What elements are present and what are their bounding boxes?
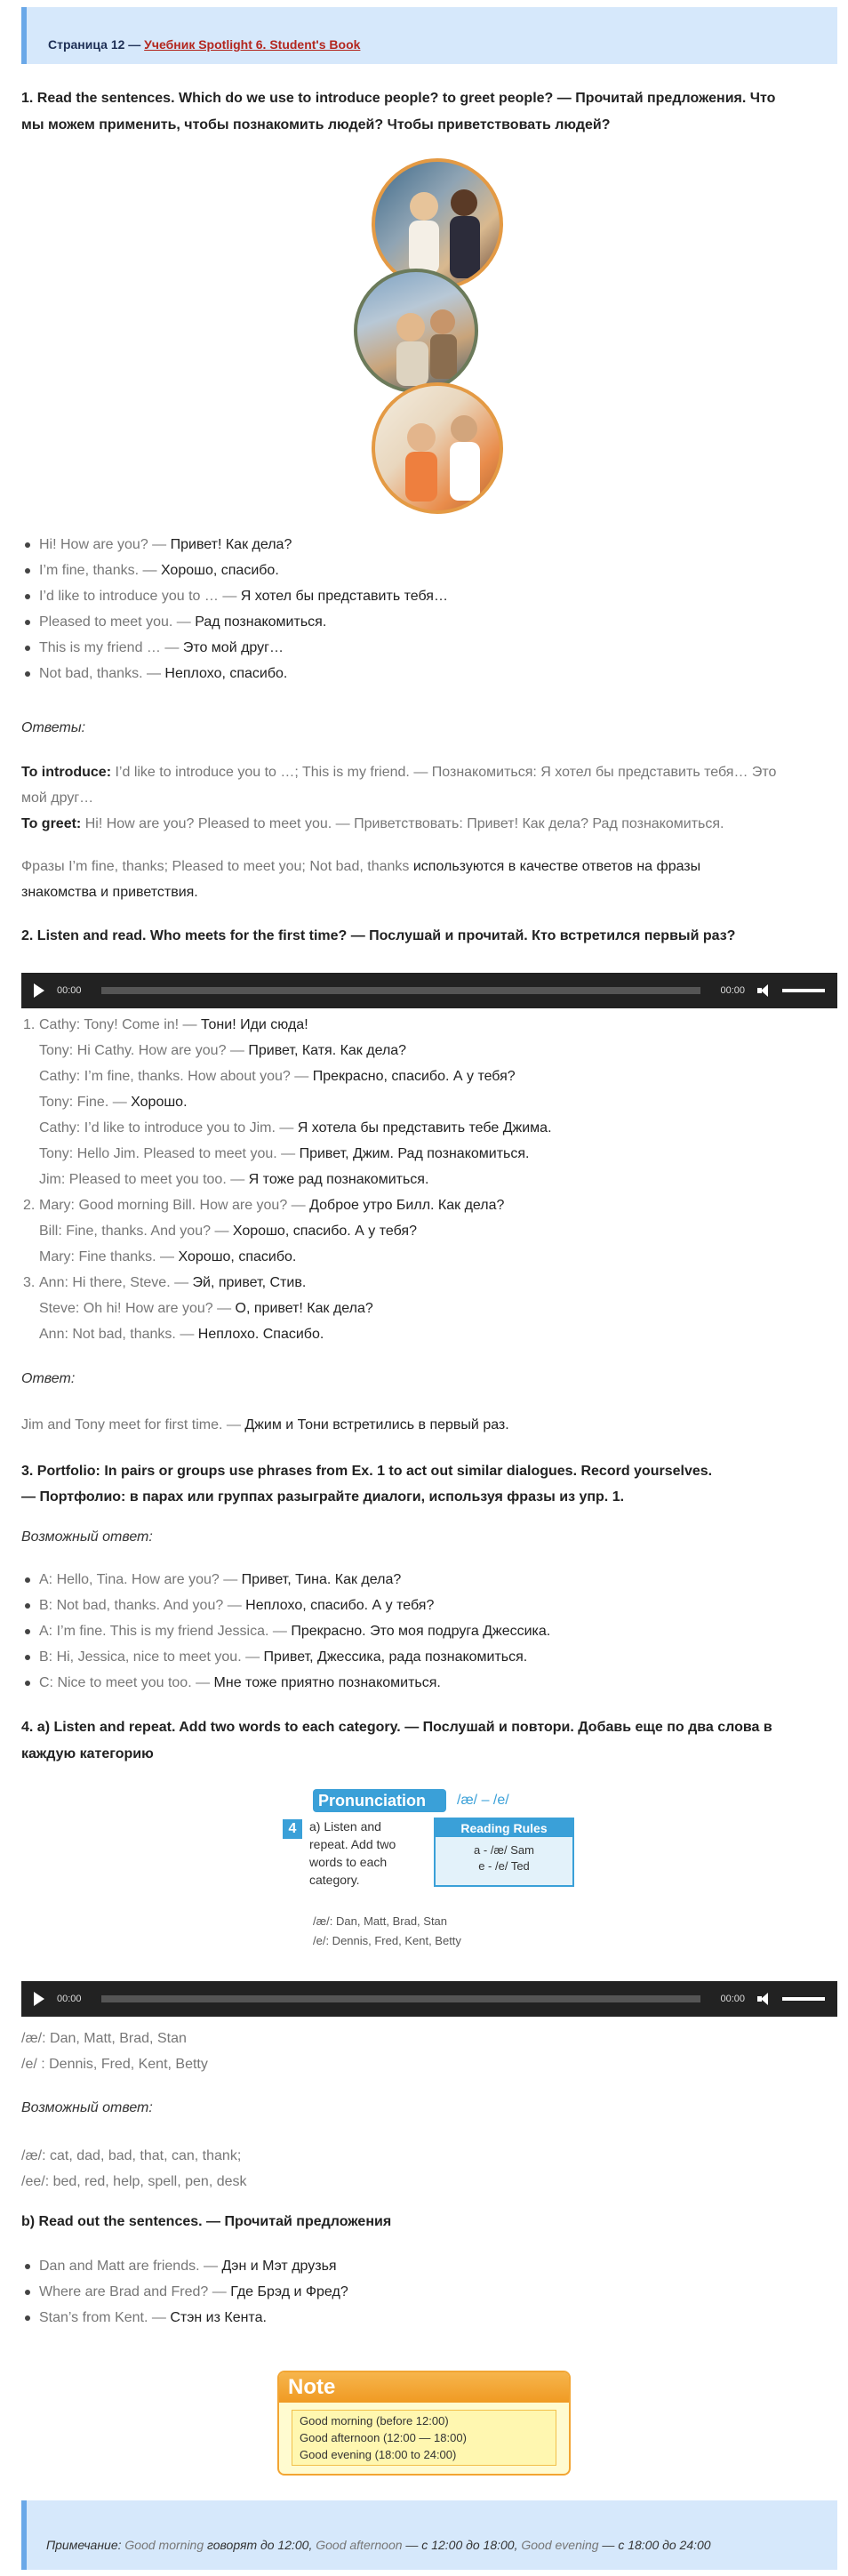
dialogue-line	[39, 1089, 827, 1115]
textbook-link[interactable]: Учебник Spotlight 6. Student's Book	[144, 37, 361, 52]
line-en: Cathy: Tony! Come in! —	[39, 1017, 201, 1032]
note-part: — с 18:00 до 24:00	[598, 2538, 711, 2552]
dialogue-3	[21, 1270, 827, 1347]
page-header-callout	[21, 7, 837, 64]
ex1-phrase-list	[21, 532, 827, 686]
pronunciation-instructions	[309, 1818, 396, 1889]
line-ru: Стэн из Кента.	[170, 2310, 267, 2325]
audio-player-1[interactable]	[21, 973, 837, 1008]
answer-ee: /ee/: bed, red, help, spell, pen, desk	[21, 2174, 247, 2189]
volume-slider[interactable]	[782, 1997, 825, 2001]
note-heading: Note	[279, 2372, 569, 2403]
line-ru: Прекрасно. Это моя подруга Джессика.	[291, 1624, 551, 1639]
note-line: Good morning (before 12:00)	[300, 2414, 449, 2428]
line-en: Dan and Matt are friends. —	[39, 2259, 222, 2274]
instr-line: category.	[309, 1873, 360, 1887]
phrase-ru: Привет! Как дела?	[170, 537, 292, 552]
row-e: /e/: Dennis, Fred, Kent, Betty	[313, 1934, 461, 1947]
instr-line: a) Listen and	[309, 1819, 381, 1834]
line-ru: Дэн и Мэт друзья	[221, 2259, 337, 2274]
pronunciation-rows	[313, 1912, 461, 1951]
dialogue-2	[21, 1192, 827, 1270]
line-en: Tony: Fine. —	[39, 1095, 132, 1110]
dialogue-number: 3.	[23, 1275, 36, 1290]
ex1-title	[21, 85, 827, 139]
current-time: 00:00	[57, 984, 82, 996]
dialogue-number: 1.	[23, 1017, 36, 1032]
photo-circle-top	[372, 158, 503, 290]
line-en: B: Not bad, thanks. And you? —	[39, 1598, 246, 1613]
seek-bar[interactable]	[101, 1995, 701, 2002]
ex4b-list	[21, 2253, 827, 2331]
line-en: Tony: Hi Cathy. How are you? —	[39, 1043, 249, 1058]
ex4-answer	[21, 2143, 827, 2195]
list-item	[21, 1567, 827, 1593]
phrases-ru: используются в качестве ответов на фразы	[409, 859, 701, 874]
list-item	[21, 635, 827, 661]
ex3-answer-label: Возможный ответ:	[21, 1529, 153, 1545]
note-part: Good evening	[521, 2538, 599, 2552]
line-en: Ann: Hi there, Steve. —	[39, 1275, 193, 1290]
ex4-words	[21, 2026, 827, 2077]
list-item	[21, 661, 827, 686]
line-en: Jim: Pleased to meet you too. —	[39, 1172, 249, 1187]
reading-rules-box	[434, 1818, 574, 1887]
ex3-title	[21, 1458, 827, 1510]
rule-a: a - /æ/ Sam	[474, 1843, 534, 1857]
line-en: Steve: Oh hi! How are you? —	[39, 1301, 236, 1316]
dialogue-line	[39, 1141, 827, 1167]
ex1-title-line1: 1. Read the sentences. Which do we use to introduce people? to greet people? — Прочитай предложения. Что	[21, 91, 776, 106]
ex2-answer	[21, 1412, 827, 1438]
play-icon[interactable]	[34, 1992, 44, 2006]
list-item	[21, 1644, 827, 1670]
play-icon[interactable]	[34, 983, 44, 998]
page-label: Страница 12 —	[48, 37, 145, 52]
audio-player-2[interactable]	[21, 1981, 837, 2017]
current-time: 00:00	[57, 1993, 82, 2004]
note-box	[277, 2371, 571, 2476]
answer-ae: /æ/: cat, dad, bad, that, can, thank;	[21, 2148, 242, 2163]
line-ru: Я хотела бы представить тебе Джима.	[297, 1120, 552, 1136]
dialogue-line	[39, 1321, 827, 1347]
phrase-en: Pleased to meet you. —	[39, 614, 196, 630]
phrase-ru: Неплохо, спасибо.	[164, 666, 288, 681]
list-item	[21, 558, 827, 583]
dialogue-line	[39, 1244, 827, 1270]
phrase-en: This is my friend … —	[39, 640, 183, 655]
list-item	[21, 2253, 827, 2279]
note-part: говорят до 12:00,	[204, 2538, 316, 2552]
pronunciation-sounds: /æ/ – /e/	[457, 1793, 509, 1808]
line-ru: Тони! Иди сюда!	[201, 1017, 308, 1032]
note-part: Good afternoon	[316, 2538, 403, 2552]
line-ru: Хорошо.	[131, 1095, 188, 1110]
instr-line: repeat. Add two	[309, 1837, 396, 1851]
footer-note-callout	[21, 2500, 837, 2570]
words-ae: /æ/: Dan, Matt, Brad, Stan	[21, 2031, 187, 2046]
dialogue-line	[39, 1038, 827, 1063]
ex4-title-line2: каждую категорию	[21, 1746, 154, 1761]
ex2-answer-label: Ответ:	[21, 1371, 76, 1386]
note-part: Good morning	[121, 2538, 204, 2552]
ex3-title-line1: 3. Portfolio: In pairs or groups use phrases from Ex. 1 to act out similar dialogues. Record yourselves.	[21, 1464, 713, 1479]
line-en: Mary: Fine thanks. —	[39, 1249, 179, 1264]
phrase-ru: Рад познакомиться.	[195, 614, 327, 630]
ex1-answers-label: Ответы:	[21, 720, 86, 735]
ex1-phrases-note	[21, 854, 827, 905]
line-en: B: Hi, Jessica, nice to meet you. —	[39, 1649, 264, 1665]
rule-e: e - /e/ Ted	[478, 1859, 530, 1873]
note-part: — с 12:00 до 18:00,	[402, 2538, 522, 2552]
list-item	[21, 583, 827, 609]
dialogue-line	[39, 1192, 827, 1218]
dialogue-number: 2.	[23, 1198, 36, 1213]
line-ru: О, привет! Как дела?	[235, 1301, 373, 1316]
note-line: Good afternoon (12:00 — 18:00)	[300, 2431, 467, 2444]
line-ru: Привет, Джессика, рада познакомиться.	[263, 1649, 528, 1665]
volume-icon[interactable]	[757, 1993, 772, 2005]
line-ru: Доброе утро Билл. Как дела?	[309, 1198, 505, 1213]
list-item	[21, 2305, 827, 2331]
line-en: Stan’s from Kent. —	[39, 2310, 171, 2325]
volume-slider[interactable]	[782, 989, 825, 992]
line-ru: Прекрасно, спасибо. А у тебя?	[312, 1069, 516, 1084]
row-ae: /æ/: Dan, Matt, Brad, Stan	[313, 1914, 448, 1928]
greet-line	[21, 811, 827, 837]
dialogue-line	[39, 1012, 827, 1038]
dialogue-line	[39, 1167, 827, 1192]
note-label: Примечание:	[46, 2538, 122, 2552]
list-item	[21, 1670, 827, 1696]
introduce-label: To introduce:	[21, 765, 112, 780]
answer-ru: Джим и Тони встретились в первый раз.	[244, 1417, 509, 1432]
dialogue-line	[39, 1270, 827, 1296]
phrase-ru: Это мой друг…	[182, 640, 284, 655]
greet-label: To greet:	[21, 816, 82, 831]
line-ru: Привет, Джим. Рад познакомиться.	[299, 1146, 530, 1161]
seek-bar[interactable]	[101, 987, 701, 994]
duration: 00:00	[720, 1993, 745, 2004]
phrase-ru: Хорошо, спасибо.	[160, 563, 279, 578]
introduce-line	[21, 759, 827, 785]
dialogue-line	[39, 1115, 827, 1141]
line-en: Cathy: I’d like to introduce you to Jim. —	[39, 1120, 298, 1136]
line-en: Bill: Fine, thanks. And you? —	[39, 1224, 233, 1239]
phrase-en: I’m fine, thanks. —	[39, 563, 161, 578]
line-ru: Хорошо, спасибо. А у тебя?	[232, 1224, 417, 1239]
line-ru: Я тоже рад познакомиться.	[248, 1172, 429, 1187]
list-item	[21, 609, 827, 635]
line-ru: Мне тоже приятно познакомиться.	[213, 1675, 441, 1690]
line-ru: Эй, привет, Стив.	[192, 1275, 307, 1290]
ex1-title-line2: мы можем применить, чтобы познакомить людей? Чтобы приветствовать людей?	[21, 117, 611, 132]
duration: 00:00	[720, 984, 745, 996]
instr-line: words to each	[309, 1855, 388, 1869]
line-ru: Привет, Тина. Как дела?	[241, 1572, 402, 1587]
photo-circle-bottom	[372, 382, 503, 514]
line-en: Ann: Not bad, thanks. —	[39, 1327, 198, 1342]
phrases-en: Фразы I’m fine, thanks; Pleased to meet you; Not bad, thanks	[21, 859, 410, 874]
photo-circle-middle	[354, 269, 478, 393]
ex2-dialogues	[21, 1012, 827, 1347]
note-line: Good evening (18:00 to 24:00)	[300, 2448, 457, 2461]
phrases-ru-cont: знакомства и приветствия.	[21, 885, 198, 900]
line-en: Mary: Good morning Bill. How are you? —	[39, 1198, 310, 1213]
ex3-title-line2: — Портфолио: в парах или группах разыгрaйте диалоги, используя фразы из упр. 1.	[21, 1489, 625, 1505]
line-ru: Где Брэд и Фред?	[230, 2284, 348, 2299]
greet-text: Hi! How are you? Pleased to meet you. — Приветствовать: Привет! Как дела? Рад познакомиться.	[81, 816, 724, 831]
line-en: Where are Brad and Fred? —	[39, 2284, 231, 2299]
line-ru: Неплохо, спасибо. А у тебя?	[245, 1598, 435, 1613]
line-en: A: Hello, Tina. How are you? —	[39, 1572, 242, 1587]
phrase-en: Hi! How are you? —	[39, 537, 171, 552]
dialogue-1	[21, 1012, 827, 1192]
line-en: Tony: Hello Jim. Pleased to meet you. —	[39, 1146, 300, 1161]
volume-icon[interactable]	[757, 984, 772, 997]
line-en: C: Nice to meet you too. —	[39, 1675, 214, 1690]
dialogue-line	[39, 1218, 827, 1244]
reading-rules-title: Reading Rules	[436, 1819, 572, 1837]
list-item	[21, 532, 827, 558]
ex4-title-line1: 4. a) Listen and repeat. Add two words to each category. — Послушай и повтори. Добавь еще по два слова в	[21, 1720, 772, 1735]
line-ru: Хорошо, спасибо.	[178, 1249, 297, 1264]
list-item	[21, 1618, 827, 1644]
list-item	[21, 2279, 827, 2305]
line-en: Cathy: I’m fine, thanks. How about you? —	[39, 1069, 313, 1084]
pronunciation-heading: Pronunciation	[313, 1789, 446, 1812]
words-e: /e/ : Dennis, Fred, Kent, Betty	[21, 2057, 208, 2072]
introduce-text-cont: мой друг…	[21, 790, 94, 806]
note-lines	[292, 2410, 556, 2466]
introduce-text: I’d like to introduce you to …; This is my friend. — Познакомиться: Я хотел бы представить тебя… Это	[111, 765, 777, 780]
phrase-en: Not bad, thanks. —	[39, 666, 165, 681]
ex1-answers	[21, 759, 827, 837]
ex3-dialogue-list	[21, 1567, 827, 1696]
exercise-number: 4	[283, 1819, 302, 1839]
line-ru: Неплохо. Спасибо.	[197, 1327, 324, 1342]
line-en: A: I’m fine. This is my friend Jessica. —	[39, 1624, 292, 1639]
phrase-ru: Я хотел бы представить тебя…	[240, 589, 448, 604]
ex4b-title: b) Read out the sentences. — Прочитай предложения	[21, 2214, 392, 2229]
list-item	[21, 1593, 827, 1618]
line-ru: Привет, Катя. Как дела?	[248, 1043, 407, 1058]
dialogue-line	[39, 1063, 827, 1089]
ex2-title: 2. Listen and read. Who meets for the first time? — Послушай и прочитай. Кто встретился первый раз?	[21, 928, 736, 943]
pronunciation-box	[283, 1787, 576, 1960]
phrase-en: I’d like to introduce you to … —	[39, 589, 241, 604]
dialogue-line	[39, 1296, 827, 1321]
ex4-title	[21, 1714, 827, 1768]
ex4-answer-label: Возможный ответ:	[21, 2100, 153, 2115]
answer-en: Jim and Tony meet for first time. —	[21, 1417, 245, 1432]
